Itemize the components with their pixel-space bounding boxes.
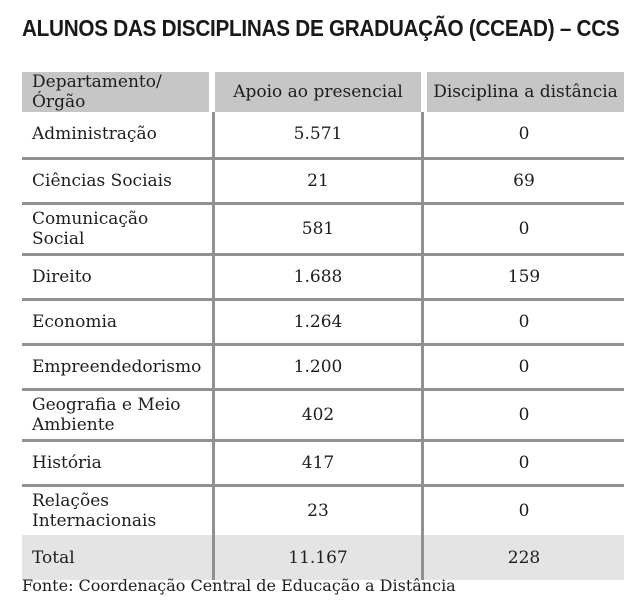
cell-distancia: 0 [518,357,530,378]
table-row [22,253,624,298]
cell-presencial: 402 [212,391,424,439]
column-header-departamento: Departamento/Órgão [22,72,212,112]
cell-presencial: 581 [212,205,424,253]
table-row [22,388,624,439]
table-row [22,343,624,388]
cell-distancia: 0 [518,219,530,240]
cell-presencial: 417 [212,442,424,484]
cell-department: Administração [32,124,157,145]
table-row-total [22,535,624,580]
cell-distancia: 69 [513,170,535,191]
cell-department: Economia [32,312,118,333]
column-header-apoio-presencial: Apoio ao presencial [212,72,424,112]
cell-department: Geografia e Meio Ambiente [32,395,181,436]
cell-distancia: 0 [518,501,530,522]
cell-total-distancia: 228 [507,547,541,568]
cell-department: Direito [32,267,92,288]
cell-department: Relações Internacionais [32,491,157,532]
cell-department: Ciências Sociais [32,170,172,191]
cell-department: Empreendedorismo [32,357,202,378]
cell-total-label: Total [32,547,75,568]
column-header-disciplina-distancia: Disciplina a distância [424,72,624,112]
table-row [22,298,624,343]
table-header-row [22,72,624,112]
source-note: Fonte: Coordenação Central de Educação a Distância [22,576,456,595]
table-row [22,112,624,157]
cell-presencial: 1.200 [212,346,424,388]
cell-presencial: 1.264 [212,301,424,343]
cell-department: História [32,453,102,474]
cell-distancia: 0 [518,453,530,474]
cell-distancia: 0 [518,124,530,145]
table-row [22,484,624,535]
cell-presencial: 5.571 [212,112,424,157]
cell-total-presencial: 11.167 [212,535,424,580]
table-row [22,202,624,253]
cell-presencial: 23 [212,487,424,535]
cell-presencial: 1.688 [212,256,424,298]
cell-department: Comunicação Social [32,209,149,250]
cell-presencial: 21 [212,160,424,202]
data-table [22,72,624,580]
cell-distancia: 159 [507,267,541,288]
table-row [22,439,624,484]
cell-distancia: 0 [518,312,530,333]
page-title: ALUNOS DAS DISCIPLINAS DE GRADUAÇÃO (CCEAD) – CCS [22,15,620,41]
table-row [22,157,624,202]
cell-distancia: 0 [518,405,530,426]
